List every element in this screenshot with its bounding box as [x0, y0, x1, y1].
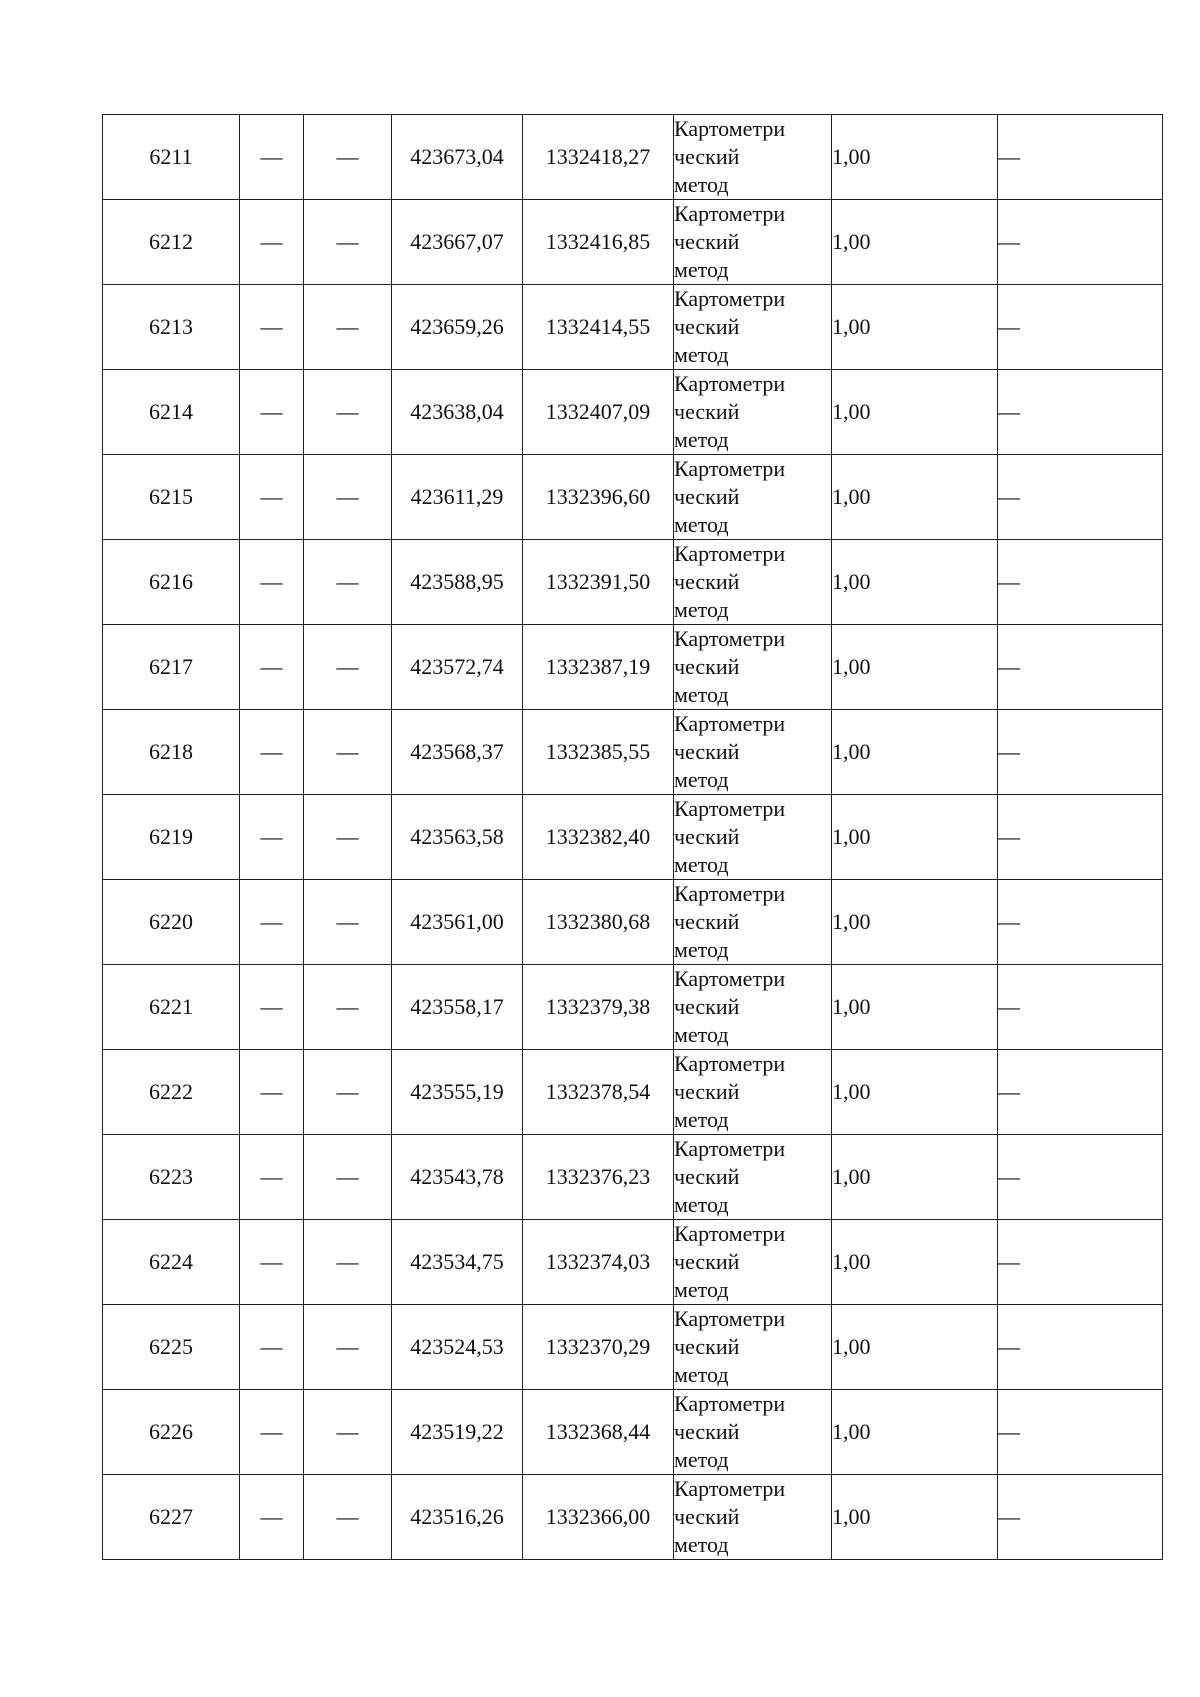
y-coordinate-cell: 1332368,44 [523, 1390, 674, 1475]
dash-cell: — [240, 1220, 304, 1305]
accuracy-cell: 1,00 [832, 1135, 998, 1220]
table-row [103, 1220, 1163, 1305]
x-coordinate-cell: 423519,22 [392, 1390, 523, 1475]
accuracy-cell: 1,00 [832, 710, 998, 795]
method-text-line: ческий [674, 1419, 740, 1444]
method-text-line: метод [674, 1022, 729, 1047]
method-text-line: ческий [674, 1079, 740, 1104]
y-coordinate-cell: 1332382,40 [523, 795, 674, 880]
dash-cell: — [304, 200, 392, 285]
dash-cell: — [998, 115, 1163, 200]
dash-cell: — [240, 1390, 304, 1475]
dash-cell: — [998, 710, 1163, 795]
method-text-line: ческий [674, 1249, 740, 1274]
method-cell [674, 795, 832, 880]
dash-cell: — [240, 200, 304, 285]
point-number-cell: 6214 [103, 370, 240, 455]
coordinates-table [102, 114, 1163, 1560]
method-text-line: Картометри [674, 541, 786, 566]
method-text-line: ческий [674, 739, 740, 764]
point-number-cell: 6220 [103, 880, 240, 965]
method-cell [674, 455, 832, 540]
method-cell [674, 1135, 832, 1220]
x-coordinate-cell: 423558,17 [392, 965, 523, 1050]
y-coordinate-cell: 1332387,19 [523, 625, 674, 710]
x-coordinate-cell: 423555,19 [392, 1050, 523, 1135]
dash-cell: — [998, 1475, 1163, 1560]
dash-cell: — [304, 795, 392, 880]
table-row [103, 200, 1163, 285]
dash-cell: — [998, 965, 1163, 1050]
table-row [103, 710, 1163, 795]
table-body [103, 115, 1163, 1560]
y-coordinate-cell: 1332378,54 [523, 1050, 674, 1135]
method-text-line: Картометри [674, 1476, 786, 1501]
dash-cell: — [240, 1475, 304, 1560]
y-coordinate-cell: 1332370,29 [523, 1305, 674, 1390]
x-coordinate-cell: 423543,78 [392, 1135, 523, 1220]
dash-cell: — [304, 1135, 392, 1220]
table-row [103, 965, 1163, 1050]
point-number-cell: 6212 [103, 200, 240, 285]
dash-cell: — [240, 710, 304, 795]
accuracy-cell: 1,00 [832, 880, 998, 965]
accuracy-cell: 1,00 [832, 1305, 998, 1390]
table-row [103, 1390, 1163, 1475]
dash-cell: — [304, 1305, 392, 1390]
dash-cell: — [998, 880, 1163, 965]
y-coordinate-cell: 1332418,27 [523, 115, 674, 200]
dash-cell: — [240, 1050, 304, 1135]
point-number-cell: 6217 [103, 625, 240, 710]
method-cell [674, 285, 832, 370]
dash-cell: — [998, 1220, 1163, 1305]
method-text-line: ческий [674, 1504, 740, 1529]
point-number-cell: 6226 [103, 1390, 240, 1475]
y-coordinate-cell: 1332414,55 [523, 285, 674, 370]
x-coordinate-cell: 423611,29 [392, 455, 523, 540]
dash-cell: — [240, 1135, 304, 1220]
dash-cell: — [304, 115, 392, 200]
method-cell [674, 625, 832, 710]
dash-cell: — [304, 710, 392, 795]
method-cell [674, 1220, 832, 1305]
dash-cell: — [998, 455, 1163, 540]
method-cell [674, 200, 832, 285]
method-text-line: Картометри [674, 1136, 786, 1161]
y-coordinate-cell: 1332379,38 [523, 965, 674, 1050]
dash-cell: — [240, 540, 304, 625]
table-row [103, 1135, 1163, 1220]
method-cell [674, 1475, 832, 1560]
method-text-line: метод [674, 172, 729, 197]
method-text-line: Картометри [674, 286, 786, 311]
method-text-line: метод [674, 1192, 729, 1217]
method-text-line: метод [674, 767, 729, 792]
accuracy-cell: 1,00 [832, 370, 998, 455]
accuracy-cell: 1,00 [832, 115, 998, 200]
dash-cell: — [240, 880, 304, 965]
accuracy-cell: 1,00 [832, 285, 998, 370]
method-cell [674, 540, 832, 625]
dash-cell: — [998, 1390, 1163, 1475]
dash-cell: — [240, 115, 304, 200]
table-row [103, 370, 1163, 455]
x-coordinate-cell: 423667,07 [392, 200, 523, 285]
accuracy-cell: 1,00 [832, 625, 998, 710]
method-text-line: метод [674, 257, 729, 282]
method-text-line: метод [674, 597, 729, 622]
method-text-line: метод [674, 427, 729, 452]
accuracy-cell: 1,00 [832, 1475, 998, 1560]
dash-cell: — [304, 1220, 392, 1305]
method-text-line: ческий [674, 824, 740, 849]
method-text-line: Картометри [674, 796, 786, 821]
dash-cell: — [304, 455, 392, 540]
dash-cell: — [998, 285, 1163, 370]
dash-cell: — [240, 370, 304, 455]
method-cell [674, 115, 832, 200]
method-text-line: Картометри [674, 966, 786, 991]
point-number-cell: 6223 [103, 1135, 240, 1220]
point-number-cell: 6221 [103, 965, 240, 1050]
method-text-line: Картометри [674, 711, 786, 736]
method-text-line: ческий [674, 569, 740, 594]
dash-cell: — [240, 1305, 304, 1390]
method-text-line: метод [674, 1107, 729, 1132]
dash-cell: — [304, 540, 392, 625]
method-text-line: ческий [674, 909, 740, 934]
method-text-line: метод [674, 342, 729, 367]
method-cell [674, 370, 832, 455]
x-coordinate-cell: 423568,37 [392, 710, 523, 795]
accuracy-cell: 1,00 [832, 795, 998, 880]
method-text-line: Картометри [674, 626, 786, 651]
method-text-line: Картометри [674, 1221, 786, 1246]
method-text-line: Картометри [674, 116, 786, 141]
point-number-cell: 6213 [103, 285, 240, 370]
accuracy-cell: 1,00 [832, 455, 998, 540]
point-number-cell: 6219 [103, 795, 240, 880]
method-text-line: метод [674, 1277, 729, 1302]
method-text-line: ческий [674, 229, 740, 254]
table-row [103, 455, 1163, 540]
method-cell [674, 1390, 832, 1475]
dash-cell: — [304, 370, 392, 455]
method-text-line: ческий [674, 484, 740, 509]
point-number-cell: 6227 [103, 1475, 240, 1560]
table-row [103, 880, 1163, 965]
point-number-cell: 6216 [103, 540, 240, 625]
method-text-line: метод [674, 1362, 729, 1387]
dash-cell: — [304, 1050, 392, 1135]
point-number-cell: 6211 [103, 115, 240, 200]
dash-cell: — [240, 455, 304, 540]
point-number-cell: 6222 [103, 1050, 240, 1135]
method-text-line: метод [674, 937, 729, 962]
method-text-line: Картометри [674, 1391, 786, 1416]
dash-cell: — [998, 200, 1163, 285]
y-coordinate-cell: 1332416,85 [523, 200, 674, 285]
accuracy-cell: 1,00 [832, 1050, 998, 1135]
method-cell [674, 880, 832, 965]
y-coordinate-cell: 1332380,68 [523, 880, 674, 965]
x-coordinate-cell: 423524,53 [392, 1305, 523, 1390]
x-coordinate-cell: 423572,74 [392, 625, 523, 710]
dash-cell: — [998, 540, 1163, 625]
dash-cell: — [998, 795, 1163, 880]
y-coordinate-cell: 1332366,00 [523, 1475, 674, 1560]
method-text-line: ческий [674, 1164, 740, 1189]
method-text-line: Картометри [674, 371, 786, 396]
method-text-line: Картометри [674, 201, 786, 226]
dash-cell: — [304, 1390, 392, 1475]
point-number-cell: 6225 [103, 1305, 240, 1390]
point-number-cell: 6224 [103, 1220, 240, 1305]
method-text-line: ческий [674, 654, 740, 679]
y-coordinate-cell: 1332385,55 [523, 710, 674, 795]
method-cell [674, 710, 832, 795]
x-coordinate-cell: 423561,00 [392, 880, 523, 965]
table-row [103, 115, 1163, 200]
dash-cell: — [304, 880, 392, 965]
method-text-line: метод [674, 512, 729, 537]
method-text-line: ческий [674, 1334, 740, 1359]
table-row [103, 1050, 1163, 1135]
accuracy-cell: 1,00 [832, 540, 998, 625]
table-row [103, 540, 1163, 625]
table-row [103, 625, 1163, 710]
x-coordinate-cell: 423659,26 [392, 285, 523, 370]
y-coordinate-cell: 1332376,23 [523, 1135, 674, 1220]
method-text-line: ческий [674, 994, 740, 1019]
y-coordinate-cell: 1332407,09 [523, 370, 674, 455]
y-coordinate-cell: 1332396,60 [523, 455, 674, 540]
method-text-line: метод [674, 852, 729, 877]
table-row [103, 285, 1163, 370]
method-text-line: ческий [674, 144, 740, 169]
accuracy-cell: 1,00 [832, 1390, 998, 1475]
y-coordinate-cell: 1332391,50 [523, 540, 674, 625]
dash-cell: — [304, 965, 392, 1050]
method-cell [674, 965, 832, 1050]
method-text-line: Картометри [674, 1306, 786, 1331]
method-text-line: метод [674, 1532, 729, 1557]
method-text-line: Картометри [674, 881, 786, 906]
method-text-line: метод [674, 682, 729, 707]
dash-cell: — [998, 625, 1163, 710]
method-cell [674, 1050, 832, 1135]
point-number-cell: 6215 [103, 455, 240, 540]
method-text-line: Картометри [674, 1051, 786, 1076]
method-text-line: ческий [674, 399, 740, 424]
x-coordinate-cell: 423638,04 [392, 370, 523, 455]
dash-cell: — [998, 1135, 1163, 1220]
dash-cell: — [998, 370, 1163, 455]
table-row [103, 1475, 1163, 1560]
dash-cell: — [998, 1050, 1163, 1135]
y-coordinate-cell: 1332374,03 [523, 1220, 674, 1305]
dash-cell: — [304, 1475, 392, 1560]
dash-cell: — [240, 625, 304, 710]
x-coordinate-cell: 423563,58 [392, 795, 523, 880]
method-text-line: ческий [674, 314, 740, 339]
x-coordinate-cell: 423673,04 [392, 115, 523, 200]
dash-cell: — [240, 965, 304, 1050]
dash-cell: — [998, 1305, 1163, 1390]
dash-cell: — [304, 285, 392, 370]
x-coordinate-cell: 423588,95 [392, 540, 523, 625]
table-row [103, 1305, 1163, 1390]
dash-cell: — [240, 285, 304, 370]
dash-cell: — [240, 795, 304, 880]
dash-cell: — [304, 625, 392, 710]
accuracy-cell: 1,00 [832, 200, 998, 285]
method-text-line: метод [674, 1447, 729, 1472]
point-number-cell: 6218 [103, 710, 240, 795]
method-cell [674, 1305, 832, 1390]
x-coordinate-cell: 423516,26 [392, 1475, 523, 1560]
table-row [103, 795, 1163, 880]
accuracy-cell: 1,00 [832, 1220, 998, 1305]
accuracy-cell: 1,00 [832, 965, 998, 1050]
x-coordinate-cell: 423534,75 [392, 1220, 523, 1305]
method-text-line: Картометри [674, 456, 786, 481]
